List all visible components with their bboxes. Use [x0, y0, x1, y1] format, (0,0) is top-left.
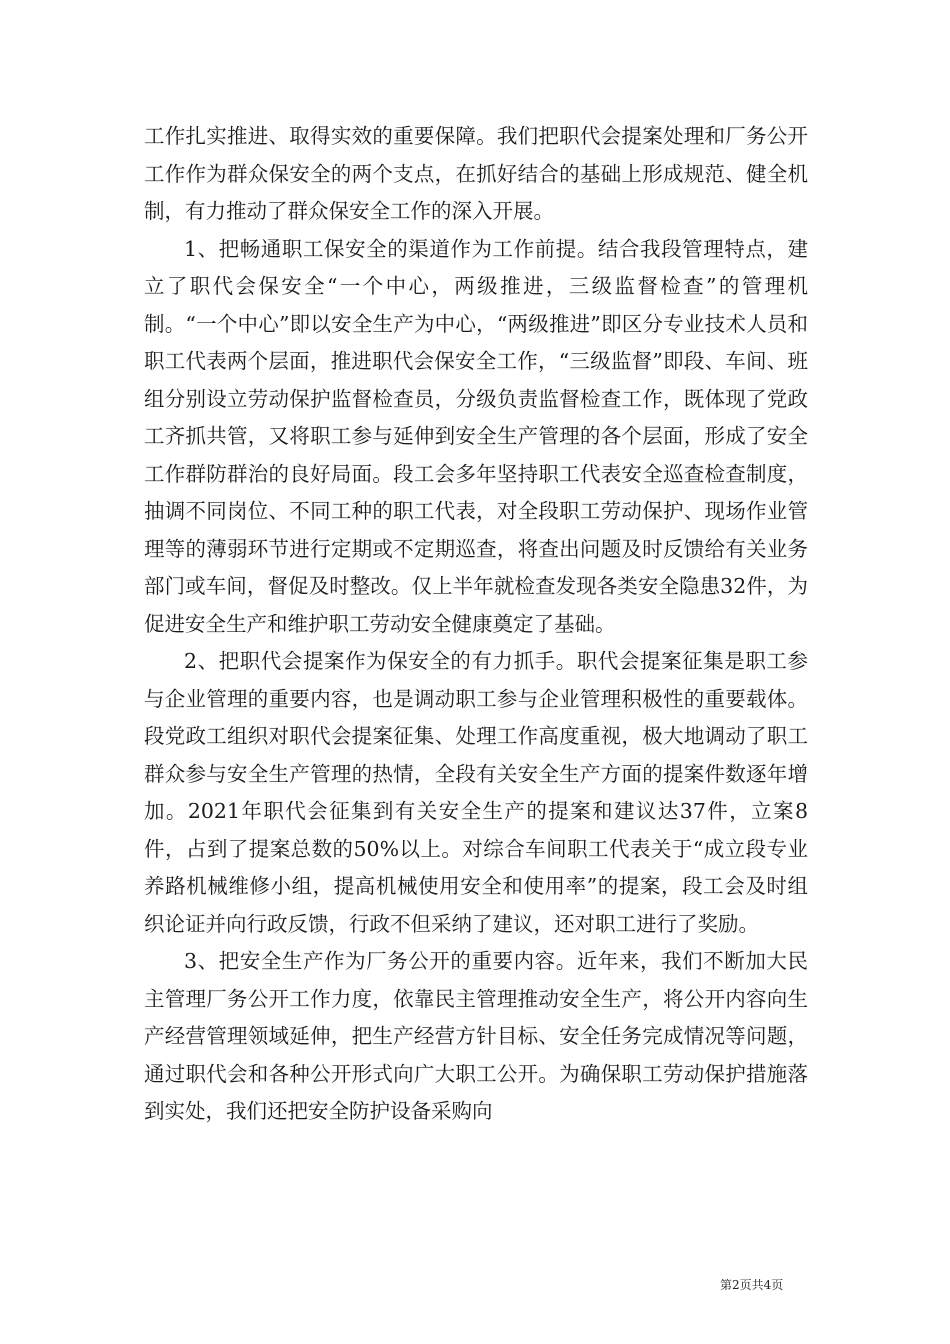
document-body — [144, 118, 808, 1131]
paragraph-point-3: 3、把安全生产作为厂务公开的重要内容。近年来，我们不断加大民主管理厂务公开工作力度，依靠民主管理推动安全生产，将公开内容向生产经营管理领域延伸，把生产经营方针目标、安全任务完成情况等问题，通过职代会和各种公开形式向广大职工公开。为确保职工劳动保护措施落到实处，我们还把安全防护设备采购向 — [144, 949, 808, 1123]
paragraph-point-1: 1、把畅通职工保安全的渠道作为工作前提。结合我段管理特点，建立了职代会保安全“一个中心，两级推进，三级监督检查”的管理机制。“一个中心”即以安全生产为中心，“两级推进”即区分专业技术人员和职工代表两个层面，推进职代会保安全工作，“三级监督”即段、车间、班组分别设立劳动保护监督检查员，分级负责监督检查工作，既体现了党政工齐抓共管，又将职工参与延伸到安全生产管理的各个层面，形成了安全工作群防群治的良好局面。段工会多年坚持职工代表安全巡查检查制度，抽调不同岗位、不同工种的职工代表，对全段职工劳动保护、现场作业管理等的薄弱环节进行定期或不定期巡查，将查出问题及时反馈给有关业务部门或车间，督促及时整改。仅上半年就检查发现各类安全隐患32件，为促进安全生产和维护职工劳动安全健康奠定了基础。 — [144, 236, 808, 636]
paragraph-intro: 工作扎实推进、取得实效的重要保障。我们把职代会提案处理和厂务公开工作作为群众保安全的两个支点，在抓好结合的基础上形成规范、健全机制，有力推动了群众保安全工作的深入开展。 — [144, 124, 808, 223]
page-number: 第2页共4页 — [720, 1278, 784, 1292]
paragraph-point-2: 2、把职代会提案作为保安全的有力抓手。职代会提案征集是职工参与企业管理的重要内容，也是调动职工参与企业管理积极性的重要载体。段党政工组织对职代会提案征集、处理工作高度重视，极大地调动了职工群众参与安全生产管理的热情，全段有关安全生产方面的提案件数逐年增加。2021年职代会征集到有关安全生产的提案和建议达37件，立案8件，占到了提案总数的50%以上。对综合车间职工代表关于“成立段专业养路机械维修小组，提高机械使用安全和使用率”的提案，段工会及时组织论证并向行政反馈，行政不但采纳了建议，还对职工进行了奖励。 — [144, 649, 808, 936]
